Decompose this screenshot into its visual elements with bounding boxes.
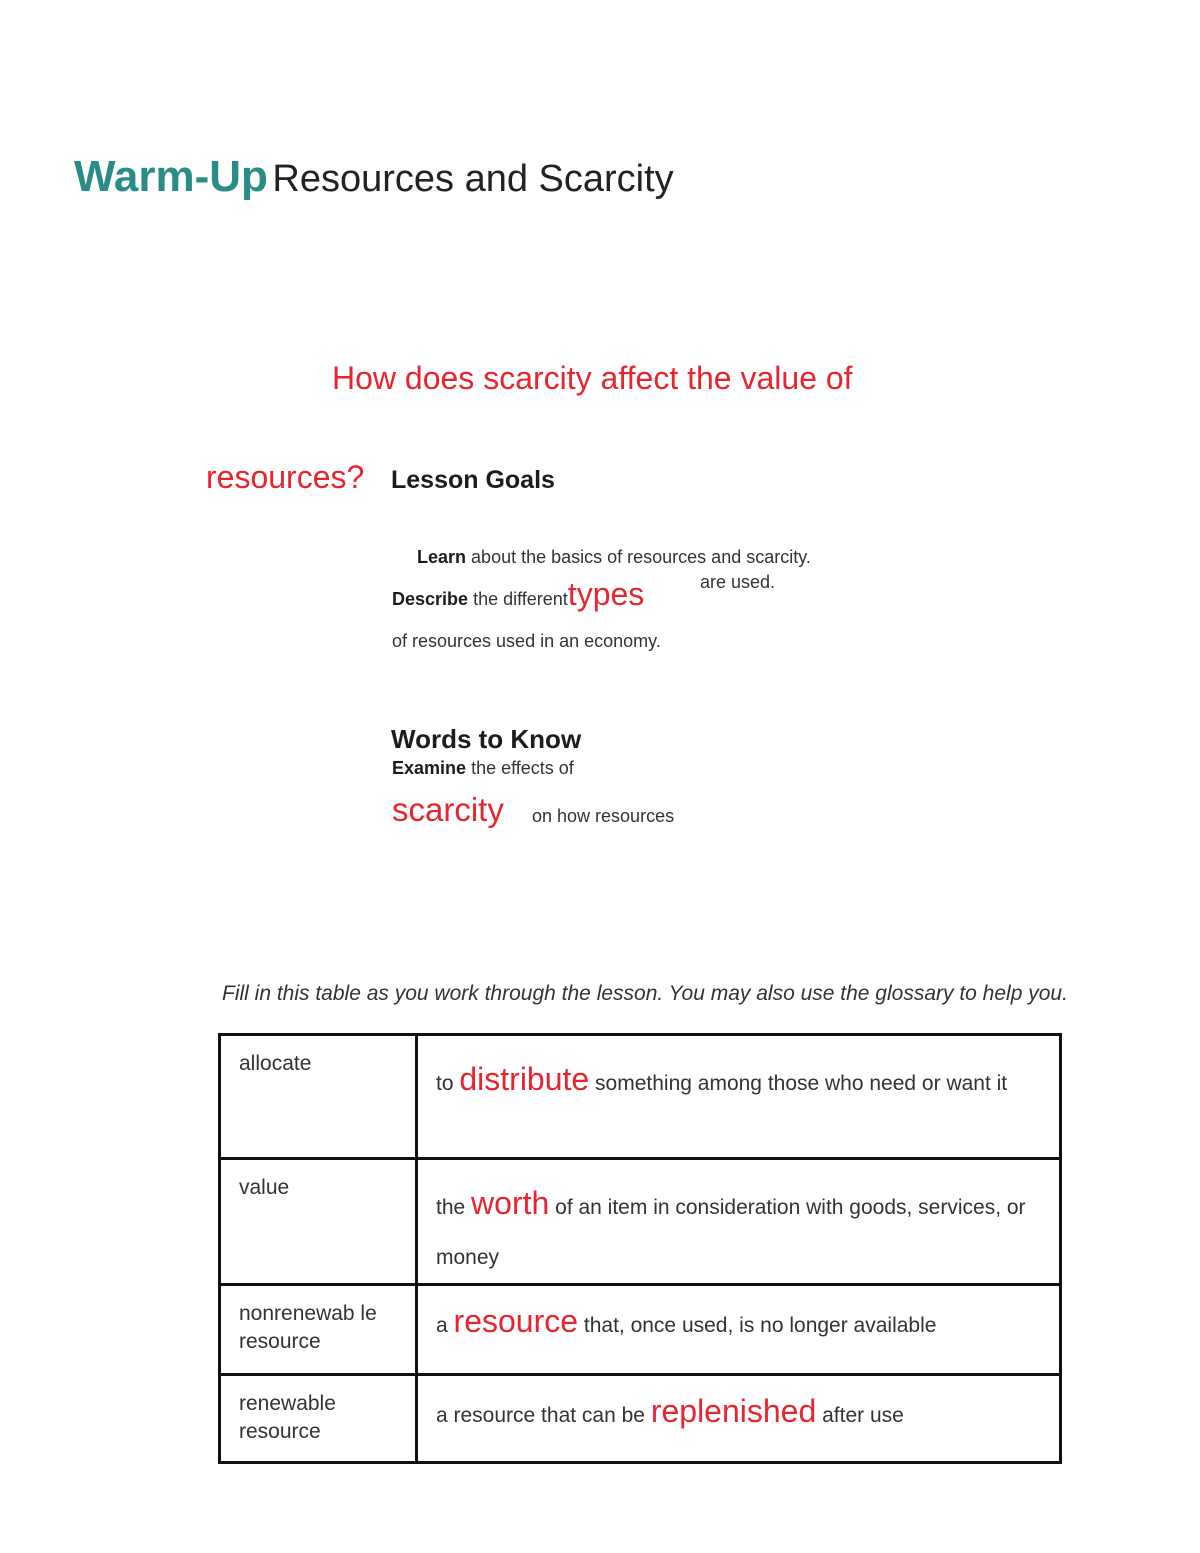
vocab-term: value <box>220 1159 417 1285</box>
goal-describe <box>392 576 644 613</box>
definition-post: of an item in consideration with goods, services, or money <box>436 1196 1026 1269</box>
vocab-definition <box>417 1035 1061 1159</box>
goal-describe-tail: of resources used in an economy. <box>392 631 661 651</box>
table-instructions: Fill in this table as you work through the lesson. You may also use the glossary to help you. <box>222 982 1068 1005</box>
goal-examine <box>392 758 574 779</box>
definition-key-word: distribute <box>459 1061 590 1097</box>
table-row <box>220 1375 1061 1463</box>
goal-learn-verb: Learn <box>417 547 467 567</box>
goal-examine-tail: on how resources <box>532 806 675 826</box>
essential-question-line1: How does scarcity affect the value of <box>332 360 853 396</box>
vocab-table <box>218 1033 1062 1464</box>
goal-learn <box>417 547 811 568</box>
table-row <box>220 1035 1061 1159</box>
definition-key-word: worth <box>471 1185 550 1221</box>
goal-learn-text: about the basics of resources and scarcity. <box>471 547 811 567</box>
vocab-term: allocate <box>220 1035 417 1159</box>
definition-pre: the <box>436 1196 466 1219</box>
lesson-goals-heading: Lesson Goals <box>391 466 555 494</box>
definition-pre: a <box>436 1314 448 1337</box>
definition-key-word: replenished <box>650 1393 817 1429</box>
essential-question-line2: resources? <box>206 459 365 495</box>
goal-describe-text: the different <box>473 589 568 609</box>
title-accent: Warm-Up <box>74 152 268 201</box>
vocab-definition <box>417 1285 1061 1375</box>
vocab-definition <box>417 1375 1061 1463</box>
goal-describe-highlight: types <box>567 576 645 612</box>
goal-describe-verb: Describe <box>392 589 469 609</box>
title-rest: Resources and Scarcity <box>272 158 674 200</box>
words-to-know-heading: Words to Know <box>391 724 582 754</box>
fragment-are-used: are used. <box>700 572 776 592</box>
table-row <box>220 1285 1061 1375</box>
definition-pre: to <box>436 1072 454 1095</box>
vocab-term: renewable resource <box>220 1375 417 1463</box>
page-title <box>74 152 674 202</box>
definition-post: that, once used, is no longer available <box>583 1314 937 1337</box>
table-row <box>220 1159 1061 1285</box>
definition-post: something among those who need or want it <box>595 1072 1008 1095</box>
definition-pre: a resource that can be <box>436 1404 645 1427</box>
vocab-term: nonrenewab le resource <box>220 1285 417 1375</box>
vocab-definition <box>417 1159 1061 1285</box>
goal-examine-verb: Examine <box>392 758 467 778</box>
definition-post: after use <box>822 1404 904 1427</box>
goal-examine-text: the effects of <box>471 758 574 778</box>
scarcity-highlight: scarcity <box>392 791 504 828</box>
definition-key-word: resource <box>453 1303 579 1339</box>
